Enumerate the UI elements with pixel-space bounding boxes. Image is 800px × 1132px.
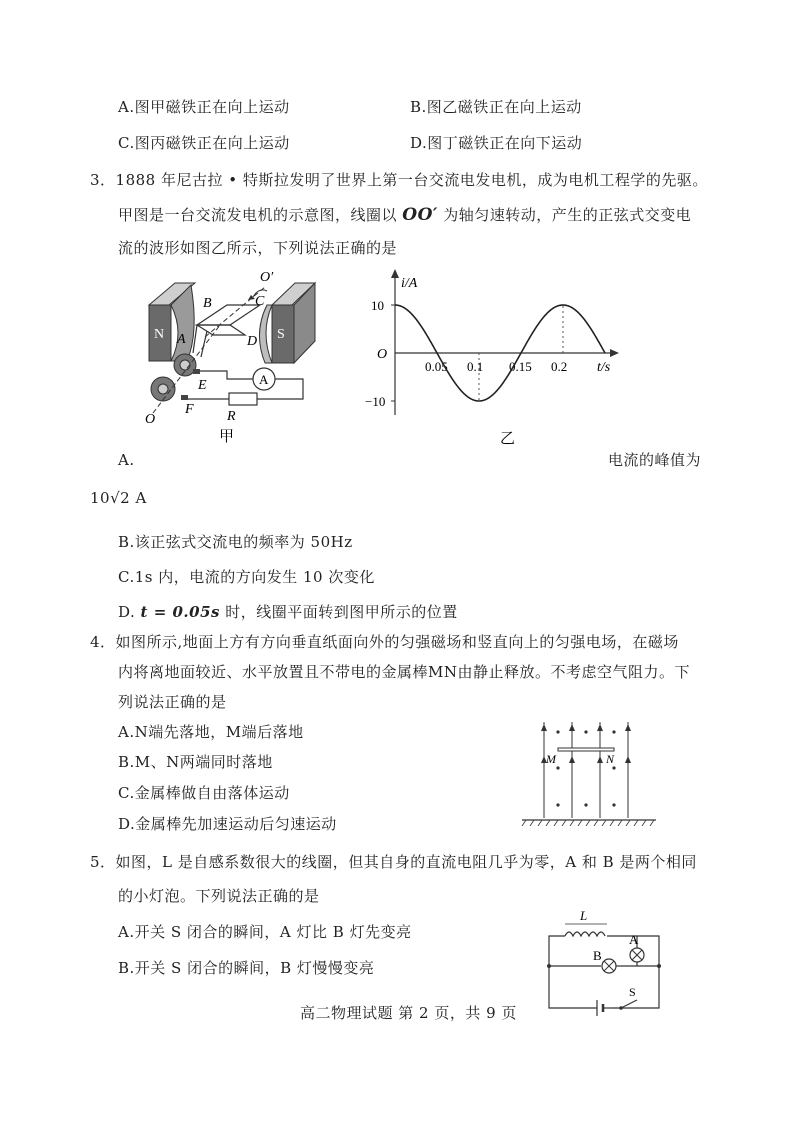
fig-jia-r-label: R (227, 409, 236, 424)
fig-yi-caption: 乙 (500, 431, 516, 447)
q5-option-b: B.开关 S 闭合的瞬间，B 灯慢慢变亮 (118, 959, 375, 977)
q3-option-d-math: t = 0.05s (140, 603, 220, 621)
chart-y-arrow (391, 269, 399, 278)
fig-jia-d-label: D (247, 334, 258, 349)
fig-jia-o-label: O (145, 412, 156, 427)
q4-option-a: A.N端先落地，M端后落地 (118, 723, 304, 741)
fig-q4-n-label: N (606, 752, 615, 766)
field-rod-figure (520, 720, 660, 830)
q3-stem-line1: 3．1888 年尼古拉 • 特斯拉发明了世界上第一台交流电发电机，成为电机工程学的先驱。 (90, 171, 708, 189)
fig-q5-s-label: S (629, 985, 636, 999)
fig-jia-o-prime: O′ (260, 270, 274, 285)
page-footer: 高二物理试题 第 2 页，共 9 页 (300, 1004, 517, 1022)
chart-x-label: t/s (597, 360, 611, 375)
fig-jia-a-label: A (177, 332, 186, 347)
fig-q5-b-label: B (593, 948, 602, 963)
q3-stem-line2-b: 为轴匀速转动，产生的正弦式交变电 (443, 206, 692, 224)
fig-q5-l-label: L (580, 908, 588, 923)
q5-stem-line1: 5．如图，L 是自感系数很大的线圈，但其自身的直流电阻几乎为零，A 和 B 是两个相同 (90, 853, 697, 871)
q3-option-d-prefix: D. (118, 603, 136, 621)
q4-stem-line2: 内将离地面较近、水平放置且不带电的金属棒MN由静止释放。不考虑空气阻力。下 (118, 663, 690, 681)
q3-option-d-text: 时，线圈平面转到图甲所示的位置 (225, 603, 458, 621)
fig-jia-n-label: N (154, 327, 165, 342)
q3-axis-symbol: OO′ (402, 205, 438, 225)
fig-jia-ammeter-label: A (259, 372, 269, 387)
fig-q4-m-label: M (546, 752, 556, 766)
chart-y-tick-label: 10 (371, 298, 384, 313)
fig-jia-s-label: S (277, 327, 285, 342)
q5-option-a: A.开关 S 闭合的瞬间，A 灯比 B 灯先变亮 (118, 923, 412, 941)
chart-y-tick-label: −10 (365, 394, 386, 409)
q2-option-c: C.图丙磁铁正在向上运动 (118, 134, 290, 152)
q3-option-a-label: A. (118, 451, 135, 469)
q4-option-d: D.金属棒先加速运动后匀速运动 (118, 815, 337, 833)
fig-jia-b-label: B (203, 296, 212, 311)
q3-stem-line2 (118, 205, 691, 225)
q4-stem-line1: 4．如图所示,地面上方有方向垂直纸面向外的匀强磁场和竖直向上的匀强电场，在磁场 (90, 633, 679, 651)
q3-option-d (118, 602, 458, 622)
q3-option-b: B.该正弦式交流电的频率为 50Hz (118, 533, 353, 551)
q3-stem-line3: 流的波形如图乙所示，下列说法正确的是 (118, 239, 398, 257)
q2-option-a: A.图甲磁铁正在向上运动 (118, 98, 290, 116)
chart-origin-label: O (377, 347, 388, 362)
chart-x-tick-label: 0.2 (551, 359, 568, 374)
generator-figure (135, 265, 335, 450)
q4-option-c: C.金属棒做自由落体运动 (118, 784, 290, 802)
fig-q5-a-label: A (629, 932, 639, 947)
fig-jia-c-label: C (255, 294, 265, 309)
chart-x-tick-label: 0.1 (467, 359, 484, 374)
q3-option-a-tail: 电流的峰值为 (608, 451, 702, 469)
q3-stem-line2-a: 甲图是一台交流发电机的示意图，线圈以 (118, 206, 398, 224)
q2-option-b: B.图乙磁铁正在向上运动 (410, 98, 582, 116)
q3-option-c: C.1s 内，电流的方向发生 10 次变化 (118, 568, 375, 586)
q4-stem-line3: 列说法正确的是 (118, 693, 227, 711)
chart-x-tick-label: 0.15 (509, 359, 532, 374)
chart-x-arrow (610, 349, 619, 357)
q3-option-a-value: 10√2 A (90, 489, 147, 507)
fig-jia-f-label: F (185, 402, 194, 417)
chart-y-label: i/A (401, 276, 418, 291)
fig-jia-caption: 甲 (219, 429, 235, 445)
current-waveform-chart (355, 265, 625, 450)
q4-option-b: B.M、N两端同时落地 (118, 753, 273, 771)
chart-x-tick-label: 0.05 (425, 359, 448, 374)
inductor-circuit-figure (525, 908, 665, 1018)
q5-stem-line2: 的小灯泡。下列说法正确的是 (118, 887, 320, 905)
fig-jia-e-label: E (198, 378, 207, 393)
q2-option-d: D.图丁磁铁正在向下运动 (410, 134, 583, 152)
